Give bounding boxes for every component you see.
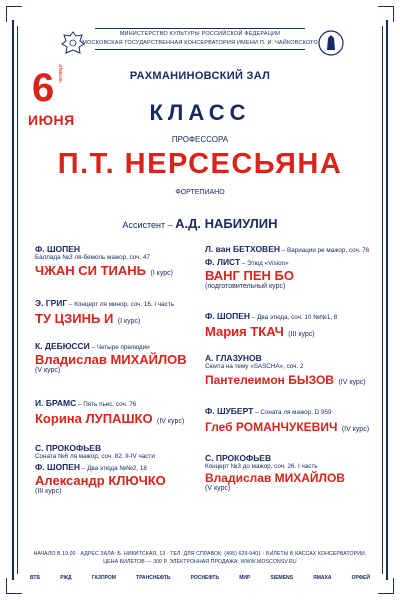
program-item [205, 452, 380, 492]
program-item [35, 243, 210, 280]
conservatory-text: МОСКОВСКАЯ ГОСУДАРСТВЕННАЯ КОНСЕРВАТОРИЯ ИМЕНИ П. И. ЧАЙКОВСКОГО [82, 40, 318, 46]
assistant-name: А.Д. НАБИУЛИН [175, 216, 278, 231]
performer-name: Александр КЛЮЧКО [35, 473, 166, 488]
sponsors-row [30, 575, 370, 581]
sponsor-logo: SIEMENS [270, 575, 293, 581]
frame-corner [378, 6, 394, 22]
performer-name: Глеб РОМАНЧУКЕВИЧ [205, 420, 338, 434]
program-item [35, 442, 210, 495]
program-item [205, 310, 380, 341]
frame-corner [6, 6, 22, 22]
date-weekday: четверг [58, 63, 64, 83]
course-label: (I курс) [150, 270, 173, 277]
sponsor-logo: ТРАНСНЕФТЬ [136, 575, 171, 581]
work-title: Соната №6 ля мажор, соч. 82. II-IV части [35, 453, 155, 460]
date-day-number: 6 [32, 66, 55, 110]
work-title: – Этюд «Vision» [240, 260, 289, 267]
program-item [35, 340, 210, 374]
hall-name: РАХМАНИНОВСКИЙ ЗАЛ [129, 70, 271, 82]
header-rule-bottom [95, 49, 305, 50]
frame-corner [378, 578, 394, 594]
composer: Ф. ШОПЕН [35, 462, 81, 472]
work-title: – Пять пьес, соч. 76 [76, 401, 137, 408]
work-title: Сюита на тему «SASCHA», соч. 2 [205, 363, 304, 370]
performer-name: ВАНГ ПЕН БО [205, 268, 294, 283]
sponsor-logo: РОСНЕФТЬ [190, 575, 220, 581]
ministry-text: МИНИСТЕРСТВО КУЛЬТУРЫ РОССИЙСКОЙ ФЕДЕРАЦИИ [119, 31, 281, 37]
performer-name: Владислав МИХАЙЛОВ [35, 352, 187, 367]
course-label: (III курс) [288, 331, 315, 338]
course-label: (подготовительный курс) [205, 283, 286, 290]
sponsor-logo: РЖД [60, 575, 72, 581]
composer: К. ДЕБЮССИ [35, 341, 90, 351]
course-label: (IV курс) [341, 426, 370, 433]
work-title: – Соната ля мажор, D 959 [253, 409, 332, 416]
program-item [35, 297, 210, 328]
header-rule-top [95, 28, 305, 29]
work-title: – Два этюда, соч. 10 №№1, 8 [250, 314, 338, 321]
class-title: КЛАСС [149, 100, 251, 125]
composer: Ф. ЛИСТ [205, 257, 241, 267]
performer-name: Владислав МИХАЙЛОВ [205, 471, 345, 485]
assistant-label: Ассистент – [122, 220, 176, 230]
work-title: – Четыре прелюдии [89, 344, 150, 351]
course-label: (IV курс) [157, 418, 185, 425]
program-item [205, 243, 380, 290]
sponsor-logo: МИР [239, 575, 251, 581]
composer: А. ГЛАЗУНОВ [205, 353, 262, 363]
composer: Ф. ШОПЕН [205, 311, 251, 321]
instrument-label: ФОРТЕПИАНО [175, 189, 225, 196]
date-month: ИЮНЯ [28, 112, 75, 128]
professor-label: ПРОФЕССОРА [171, 135, 229, 144]
work-title: Баллада №3 ля-бемоль мажор, соч. 47 [35, 254, 150, 261]
composer: Л. ван БЕТХОВЕН [205, 244, 281, 254]
work-title: – Вариации ре мажор, соч. 76 [280, 247, 370, 254]
course-label: (V курс) [35, 367, 61, 374]
performer-name: ЧЖАН СИ ТИАНЬ [35, 263, 147, 278]
frame-corner [6, 578, 22, 594]
work-title: – Два этюда №№2, 18 [80, 465, 147, 472]
performer-name: ТУ ЦЗИНЬ И [35, 311, 114, 326]
program-item [205, 352, 380, 389]
composer: С. ПРОКОФЬЕВ [205, 453, 272, 463]
performer-name: Корина ЛУПАШКО [35, 411, 153, 426]
composer: И. БРАМС [35, 398, 77, 408]
sponsor-logo: ОРФЕЙ [351, 575, 370, 581]
course-label: (III курс) [35, 488, 62, 495]
composer: Ф. ШУБЕРТ [205, 406, 254, 416]
composer: С. ПРОКОФЬЕВ [35, 443, 102, 453]
composer: Ф. ШОПЕН [35, 244, 81, 254]
program-item [35, 397, 210, 428]
course-label: (IV курс) [338, 379, 366, 386]
composer: Э. ГРИГ [35, 298, 68, 308]
work-title: – Концерт ля минор, соч. 16. I часть [67, 301, 174, 308]
work-title: Концерт №3 до мажор, соч. 26. I часть [205, 463, 318, 470]
professor-name: П.Т. НЕРСЕСЬЯНА [57, 148, 343, 180]
course-label: (V курс) [205, 485, 231, 492]
footer-info-line1: НАЧАЛО В 19.00 · АДРЕС ЗАЛА: Б. НИКИТСКАЯ, 13 · ТЕЛ. ДЛЯ СПРАВОК: (495) 629-9401 · БИЛЕТЫ В КАССАХ КОНСЕРВАТОРИИ. [33, 551, 367, 557]
sponsor-logo: ГАЗПРОМ [91, 575, 116, 581]
footer-info-line2: ЦЕНА БИЛЕТОВ — 300 Р. ЭЛЕКТРОННАЯ ПРОДАЖА: WWW.MOSCONSV.RU [103, 559, 297, 565]
performer-name: Пантелеимон БЫЗОВ [205, 373, 334, 387]
sponsor-logo: ВТБ [30, 575, 41, 581]
program-item [205, 405, 380, 436]
assistant-line [0, 215, 400, 233]
course-label: (I курс) [117, 318, 141, 325]
performer-name: Мария ТКАЧ [205, 324, 284, 339]
sponsor-logo: ЯМАХА [313, 575, 332, 581]
